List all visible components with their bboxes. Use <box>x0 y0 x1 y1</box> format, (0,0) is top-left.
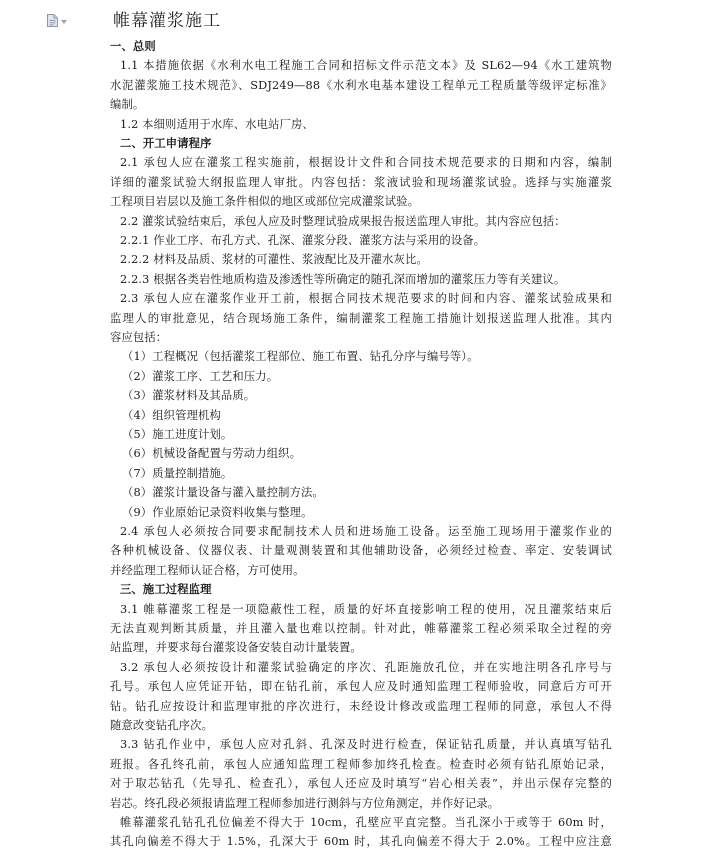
paragraph-line: 3.1 帷幕灌浆工程是一项隐蔽性工程，质量的好坏直接影响工程的使用，况且灌浆结束后 <box>120 602 612 616</box>
paragraph-line: （4）组织管理机构 <box>122 408 221 422</box>
section-heading: 三、施工过程监理 <box>120 583 212 597</box>
paragraph-line: 容应包括： <box>110 331 168 344</box>
paragraph-line: 帷幕灌浆孔钻孔孔位偏差不得大于 10cm，孔壁应平直完整。当孔深小于或等于 60m 时， <box>120 816 612 829</box>
paragraph-line: 班报。各孔终孔前，承包人应通知监理工程师参加终孔检查。检查时必须有钻孔原始记录， <box>110 757 612 771</box>
document-menu-button[interactable] <box>47 14 67 27</box>
paragraph-line: 对于取芯钻孔（先导孔、检查孔），承包人还应及时填写“岩心相关表”，并出示保存完整的 <box>110 777 612 791</box>
section-heading: 一、总则 <box>110 40 156 53</box>
paragraph-line: 其孔向偏差不得大于 1.5%，孔深大于 60m 时，其孔向偏差不得大于 2.0%。工程中应注意 <box>110 835 612 849</box>
paragraph-line: （8）灌浆计量设备与灌入量控制方法。 <box>122 486 324 500</box>
paragraph-line: 站监理，并要求每台灌浆设备安装自动计量装置。 <box>110 641 362 655</box>
paragraph-line: （9）作业原始记录资料收集与整理。 <box>122 505 313 519</box>
document-icon <box>47 14 58 27</box>
paragraph-line: 岩芯。终孔段必须报请监理工程师参加进行测斜与方位角测定，并作好记录。 <box>110 796 500 810</box>
paragraph-line: 孔号。承包人应凭证开钻，即在钻孔前，承包人应及时通知监理工程师验收，同意后方可开 <box>110 680 612 694</box>
paragraph-line: 详细的灌浆试验大纲报监理人审批。内容包括：浆液试验和现场灌浆试验。选择与实施灌浆 <box>110 175 612 189</box>
section-heading: 二、开工申请程序 <box>120 137 212 150</box>
paragraph-line: 监理人的审批意见，结合现场施工条件，编制灌浆工程施工措施计划报送监理人批准。其内 <box>110 311 612 325</box>
chevron-down-icon <box>61 20 67 24</box>
paragraph-line: 2.2.2 材料及品质、浆材的可灌性、浆液配比及开灌水灰比。 <box>120 253 428 267</box>
paragraph-line: （5）施工进度计划。 <box>122 428 233 442</box>
paragraph-line: 钻。钻孔应按设计和监理审批的序次进行，未经设计修改或监理工程师的同意，承包人不得 <box>110 699 612 713</box>
paragraph-line: 无法直观判断其质量，并且灌入量也难以控制。针对此，帷幕灌浆工程必须采取全过程的旁 <box>110 622 612 636</box>
paragraph-line: 各种机械设备、仪器仪表、计量观测装置和其他辅助设备，必须经过检查、率定、安装调试 <box>110 544 612 558</box>
document-body <box>110 37 612 852</box>
paragraph-line: 编制。 <box>110 98 145 112</box>
paragraph-line: 并经监理工程师认证合格，方可使用。 <box>110 563 305 577</box>
paragraph-line: （6）机械设备配置与劳动力组织。 <box>122 447 302 461</box>
paragraph-line: 2.2 灌浆试验结束后，承包人应及时整理试验成果报告报送监理人审批。其内容应包括： <box>120 214 566 228</box>
paragraph-line: 2.2.3 根据各类岩性地质构造及渗透性等所确定的随孔深而增加的灌浆压力等有关建议。 <box>120 272 566 286</box>
paragraph-line: （3）灌浆材料及其品质。 <box>122 389 256 403</box>
paragraph-line: 1.2 本细则适用于水库、水电站厂房、 <box>120 117 314 131</box>
document-page <box>110 8 612 852</box>
paragraph-line: 2.3 承包人应在灌浆作业开工前，根据合同技术规范要求的时间和内容、灌浆试验成果和 <box>120 292 612 306</box>
paragraph-line: 水泥灌浆施工技术规范》、SDJ249—88《水利水电基本建设工程单元工程质量等级评定标准》 <box>110 78 612 92</box>
paragraph-line: 工程项目岩层以及施工条件相似的地区或部位完成灌浆试验。 <box>110 195 420 209</box>
paragraph-line: 2.4 承包人必须按合同要求配制技术人员和进场施工设备。运至施工现场用于灌浆作业的 <box>120 525 612 539</box>
paragraph-line: （2）灌浆工序、工艺和压力。 <box>122 369 279 383</box>
paragraph-line: 2.2.1 作业工序、布孔方式、孔深、灌浆分段、灌浆方法与采用的设备。 <box>120 234 486 247</box>
paragraph-line: 3.2 承包人必须按设计和灌浆试验确定的序次、孔距施放孔位，并在实地注明各孔序号与 <box>120 660 612 674</box>
paragraph-line: （1）工程概况（包括灌浆工程部位、施工布置、钻孔分序与编号等）。 <box>122 350 479 364</box>
paragraph-line: 随意改变钻孔序次。 <box>110 719 214 733</box>
paragraph-line: 3.3 钻孔作业中，承包人应对孔斜、孔深及时进行检查，保证钻孔质量，并认真填写钻孔 <box>120 738 612 752</box>
document-title: 帷幕灌浆施工 <box>113 11 221 31</box>
paragraph-line: 1.1 本措施依据《水利水电工程施工合同和招标文件示范文本》及 SL62—94《水工建筑物 <box>120 59 612 73</box>
paragraph-line: 2.1 承包人应在灌浆工程实施前，根据设计文件和合同技术规范要求的日期和内容，编制 <box>120 156 612 170</box>
paragraph-line: （7）质量控制措施。 <box>122 466 233 480</box>
